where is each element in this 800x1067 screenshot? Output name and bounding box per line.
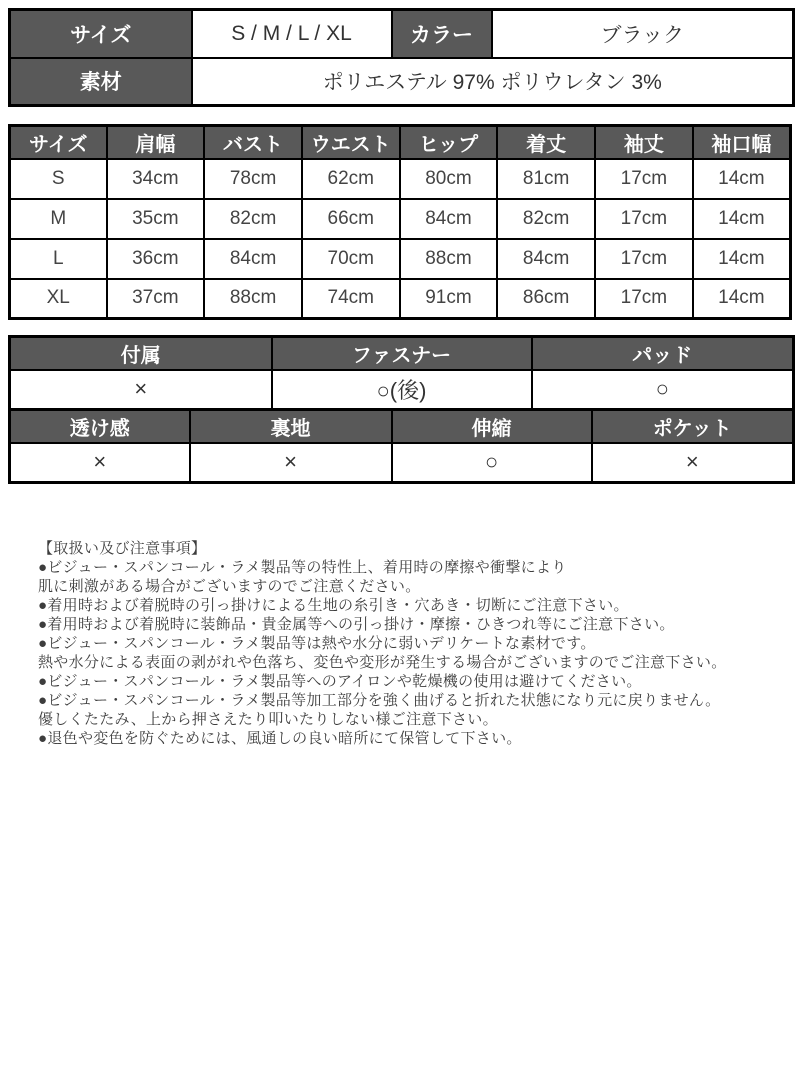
cell: 88cm xyxy=(204,279,302,319)
cell: S xyxy=(10,159,107,199)
cell: 88cm xyxy=(400,239,498,279)
cell: 36cm xyxy=(107,239,205,279)
color-value-cell: ブラック xyxy=(492,10,794,58)
features-table-1 xyxy=(8,335,795,411)
cell: 17cm xyxy=(595,279,693,319)
table-row-xl xyxy=(10,279,791,319)
col-header-lining: 裏地 xyxy=(190,410,392,443)
col-header-sheer: 透け感 xyxy=(10,410,190,443)
cell: 80cm xyxy=(400,159,498,199)
col-header-shoulder: 肩幅 xyxy=(107,126,205,159)
pocket-value: × xyxy=(592,443,794,483)
cell: 35cm xyxy=(107,199,205,239)
col-header-cuff: 袖口幅 xyxy=(693,126,791,159)
cell: 17cm xyxy=(595,159,693,199)
accessory-value: × xyxy=(10,370,272,410)
cell: 82cm xyxy=(204,199,302,239)
cell: 74cm xyxy=(302,279,400,319)
care-notes xyxy=(38,539,792,748)
col-header-accessory: 付属 xyxy=(10,337,272,370)
features2-header-row xyxy=(10,410,794,443)
col-header-waist: ウエスト xyxy=(302,126,400,159)
features2-value-row xyxy=(10,443,794,483)
cell: 37cm xyxy=(107,279,205,319)
care-notes-title: 【取扱い及び注意事項】 xyxy=(38,540,207,557)
features-table-2 xyxy=(8,408,795,484)
cell: 86cm xyxy=(497,279,595,319)
care-note-line: ●退色や変色を防ぐためには、風通しの良い暗所にて保管して下さい。 xyxy=(38,730,522,747)
cell: 84cm xyxy=(204,239,302,279)
care-note-line: 優しくたたみ、上から押さえたり叩いたりしない様ご注意下さい。 xyxy=(38,711,498,728)
pad-value: ○ xyxy=(532,370,794,410)
care-note-line: ●着用時および着脱時の引っ掛けによる生地の糸引き・穴あき・切断にご注意下さい。 xyxy=(38,597,629,614)
cell: 78cm xyxy=(204,159,302,199)
cell: XL xyxy=(10,279,107,319)
col-header-bust: バスト xyxy=(204,126,302,159)
cell: 70cm xyxy=(302,239,400,279)
col-header-pocket: ポケット xyxy=(592,410,794,443)
cell: 84cm xyxy=(497,239,595,279)
cell: 62cm xyxy=(302,159,400,199)
measurements-header-row xyxy=(10,126,791,159)
col-header-length: 着丈 xyxy=(497,126,595,159)
col-header-size: サイズ xyxy=(10,126,107,159)
material-label-cell: 素材 xyxy=(10,58,192,106)
cell: 84cm xyxy=(400,199,498,239)
cell: 14cm xyxy=(693,279,791,319)
features1-header-row xyxy=(10,337,794,370)
cell: 14cm xyxy=(693,199,791,239)
color-label-cell: カラー xyxy=(392,10,492,58)
lining-value: × xyxy=(190,443,392,483)
stretch-value: ○ xyxy=(392,443,592,483)
fastener-value: ○(後) xyxy=(272,370,532,410)
col-header-stretch: 伸縮 xyxy=(392,410,592,443)
col-header-hip: ヒップ xyxy=(400,126,498,159)
material-value-cell: ポリエステル 97% ポリウレタン 3% xyxy=(192,58,794,106)
table-row-l xyxy=(10,239,791,279)
care-note-line: 肌に刺激がある場合がございますのでご注意ください。 xyxy=(38,578,421,595)
care-note-line: ●ビジュー・スパンコール・ラメ製品等は熱や水分に弱いデリケートな素材です。 xyxy=(38,635,596,652)
size-label-cell: サイズ xyxy=(10,10,192,58)
measurements-table xyxy=(8,124,792,320)
features1-value-row xyxy=(10,370,794,410)
care-note-line: ●ビジュー・スパンコール・ラメ製品等へのアイロンや乾燥機の使用は避けてください。 xyxy=(38,673,642,690)
care-note-line: ●着用時および着脱時に装飾品・貴金属等への引っ掛け・摩擦・ひきつれ等にご注意下さい。 xyxy=(38,616,675,633)
cell: 17cm xyxy=(595,239,693,279)
col-header-fastener: ファスナー xyxy=(272,337,532,370)
cell: 17cm xyxy=(595,199,693,239)
care-note-line: ●ビジュー・スパンコール・ラメ製品等加工部分を強く曲げると折れた状態になり元に戻りません。 xyxy=(38,692,721,709)
care-note-line: 熱や水分による表面の剥がれや色落ち、変色や変形が発生する場合がございますのでご注意下さい。 xyxy=(38,654,727,671)
table-row-m xyxy=(10,199,791,239)
cell: 91cm xyxy=(400,279,498,319)
sheer-value: × xyxy=(10,443,190,483)
cell: 14cm xyxy=(693,159,791,199)
cell: 81cm xyxy=(497,159,595,199)
col-header-pad: パッド xyxy=(532,337,794,370)
size-value-cell: S / M / L / XL xyxy=(192,10,392,58)
cell: L xyxy=(10,239,107,279)
care-note-line: ●ビジュー・スパンコール・ラメ製品等の特性上、着用時の摩擦や衝撃により xyxy=(38,559,567,576)
cell: M xyxy=(10,199,107,239)
cell: 82cm xyxy=(497,199,595,239)
cell: 66cm xyxy=(302,199,400,239)
col-header-sleeve: 袖丈 xyxy=(595,126,693,159)
cell: 34cm xyxy=(107,159,205,199)
product-spec-table xyxy=(8,8,795,107)
table-row-s xyxy=(10,159,791,199)
cell: 14cm xyxy=(693,239,791,279)
